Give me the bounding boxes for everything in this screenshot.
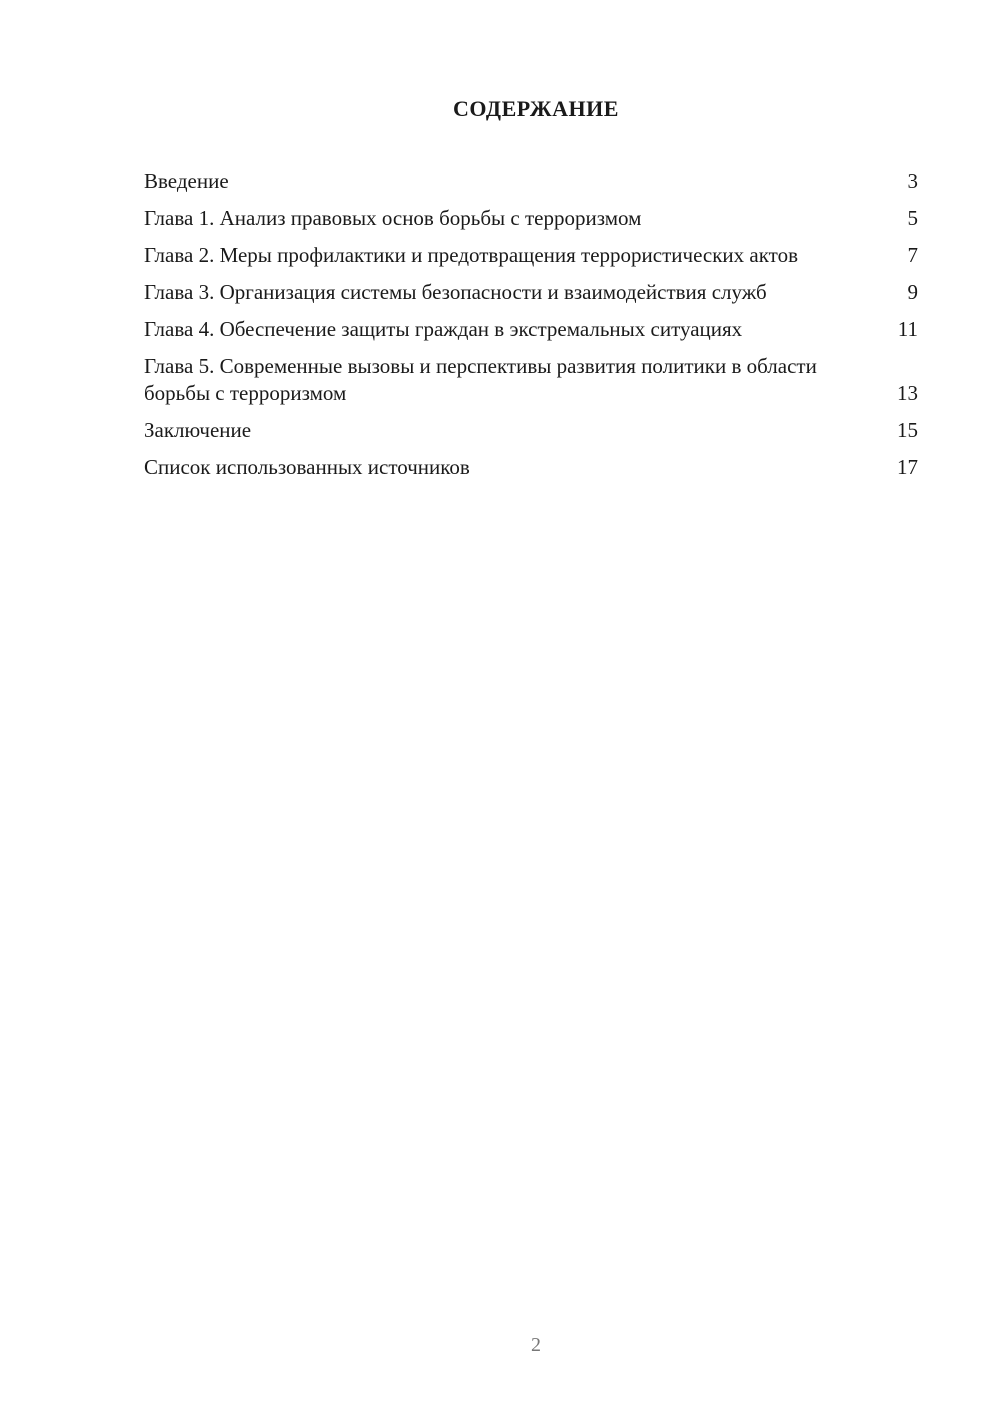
toc-entry-page: 13 (897, 381, 918, 405)
toc-entry (144, 353, 918, 407)
toc-heading: СОДЕРЖАНИЕ (453, 96, 619, 121)
toc-entry (144, 279, 918, 306)
toc-entry (144, 205, 918, 232)
toc-entry-title: Глава 4. Обеспечение защиты граждан в экстремальных ситуациях (144, 317, 743, 341)
page-number: 2 (531, 1334, 541, 1356)
toc-entry-title: Глава 3. Организация системы безопасности и взаимодействия служб (144, 280, 767, 304)
toc-entry-page: 7 (907, 243, 918, 267)
toc-entry-title: Список использованных источников (144, 455, 470, 479)
toc-entry-page: 11 (897, 317, 918, 341)
toc-entry-title: Глава 5. Современные вызовы и перспективы развития политики в области борьбы с терроризмом (144, 354, 817, 405)
toc-entry-page: 15 (897, 418, 918, 442)
toc-entry-title: Введение (144, 169, 229, 193)
toc-entry (144, 316, 918, 343)
toc-entry-title: Глава 1. Анализ правовых основ борьбы с терроризмом (144, 206, 642, 230)
toc-entry-title: Глава 2. Меры профилактики и предотвращения террористических актов (144, 243, 798, 267)
toc-entry (144, 417, 918, 444)
toc-entry (144, 242, 918, 269)
toc-entry (144, 168, 918, 195)
toc-entry-page: 17 (897, 455, 918, 479)
toc-entry-page: 3 (907, 169, 918, 193)
toc-entry-page: 9 (907, 280, 918, 304)
toc-entry-page: 5 (907, 206, 918, 230)
toc-entry-title: Заключение (144, 418, 252, 442)
toc-entry (144, 454, 918, 481)
toc-list (144, 168, 918, 491)
